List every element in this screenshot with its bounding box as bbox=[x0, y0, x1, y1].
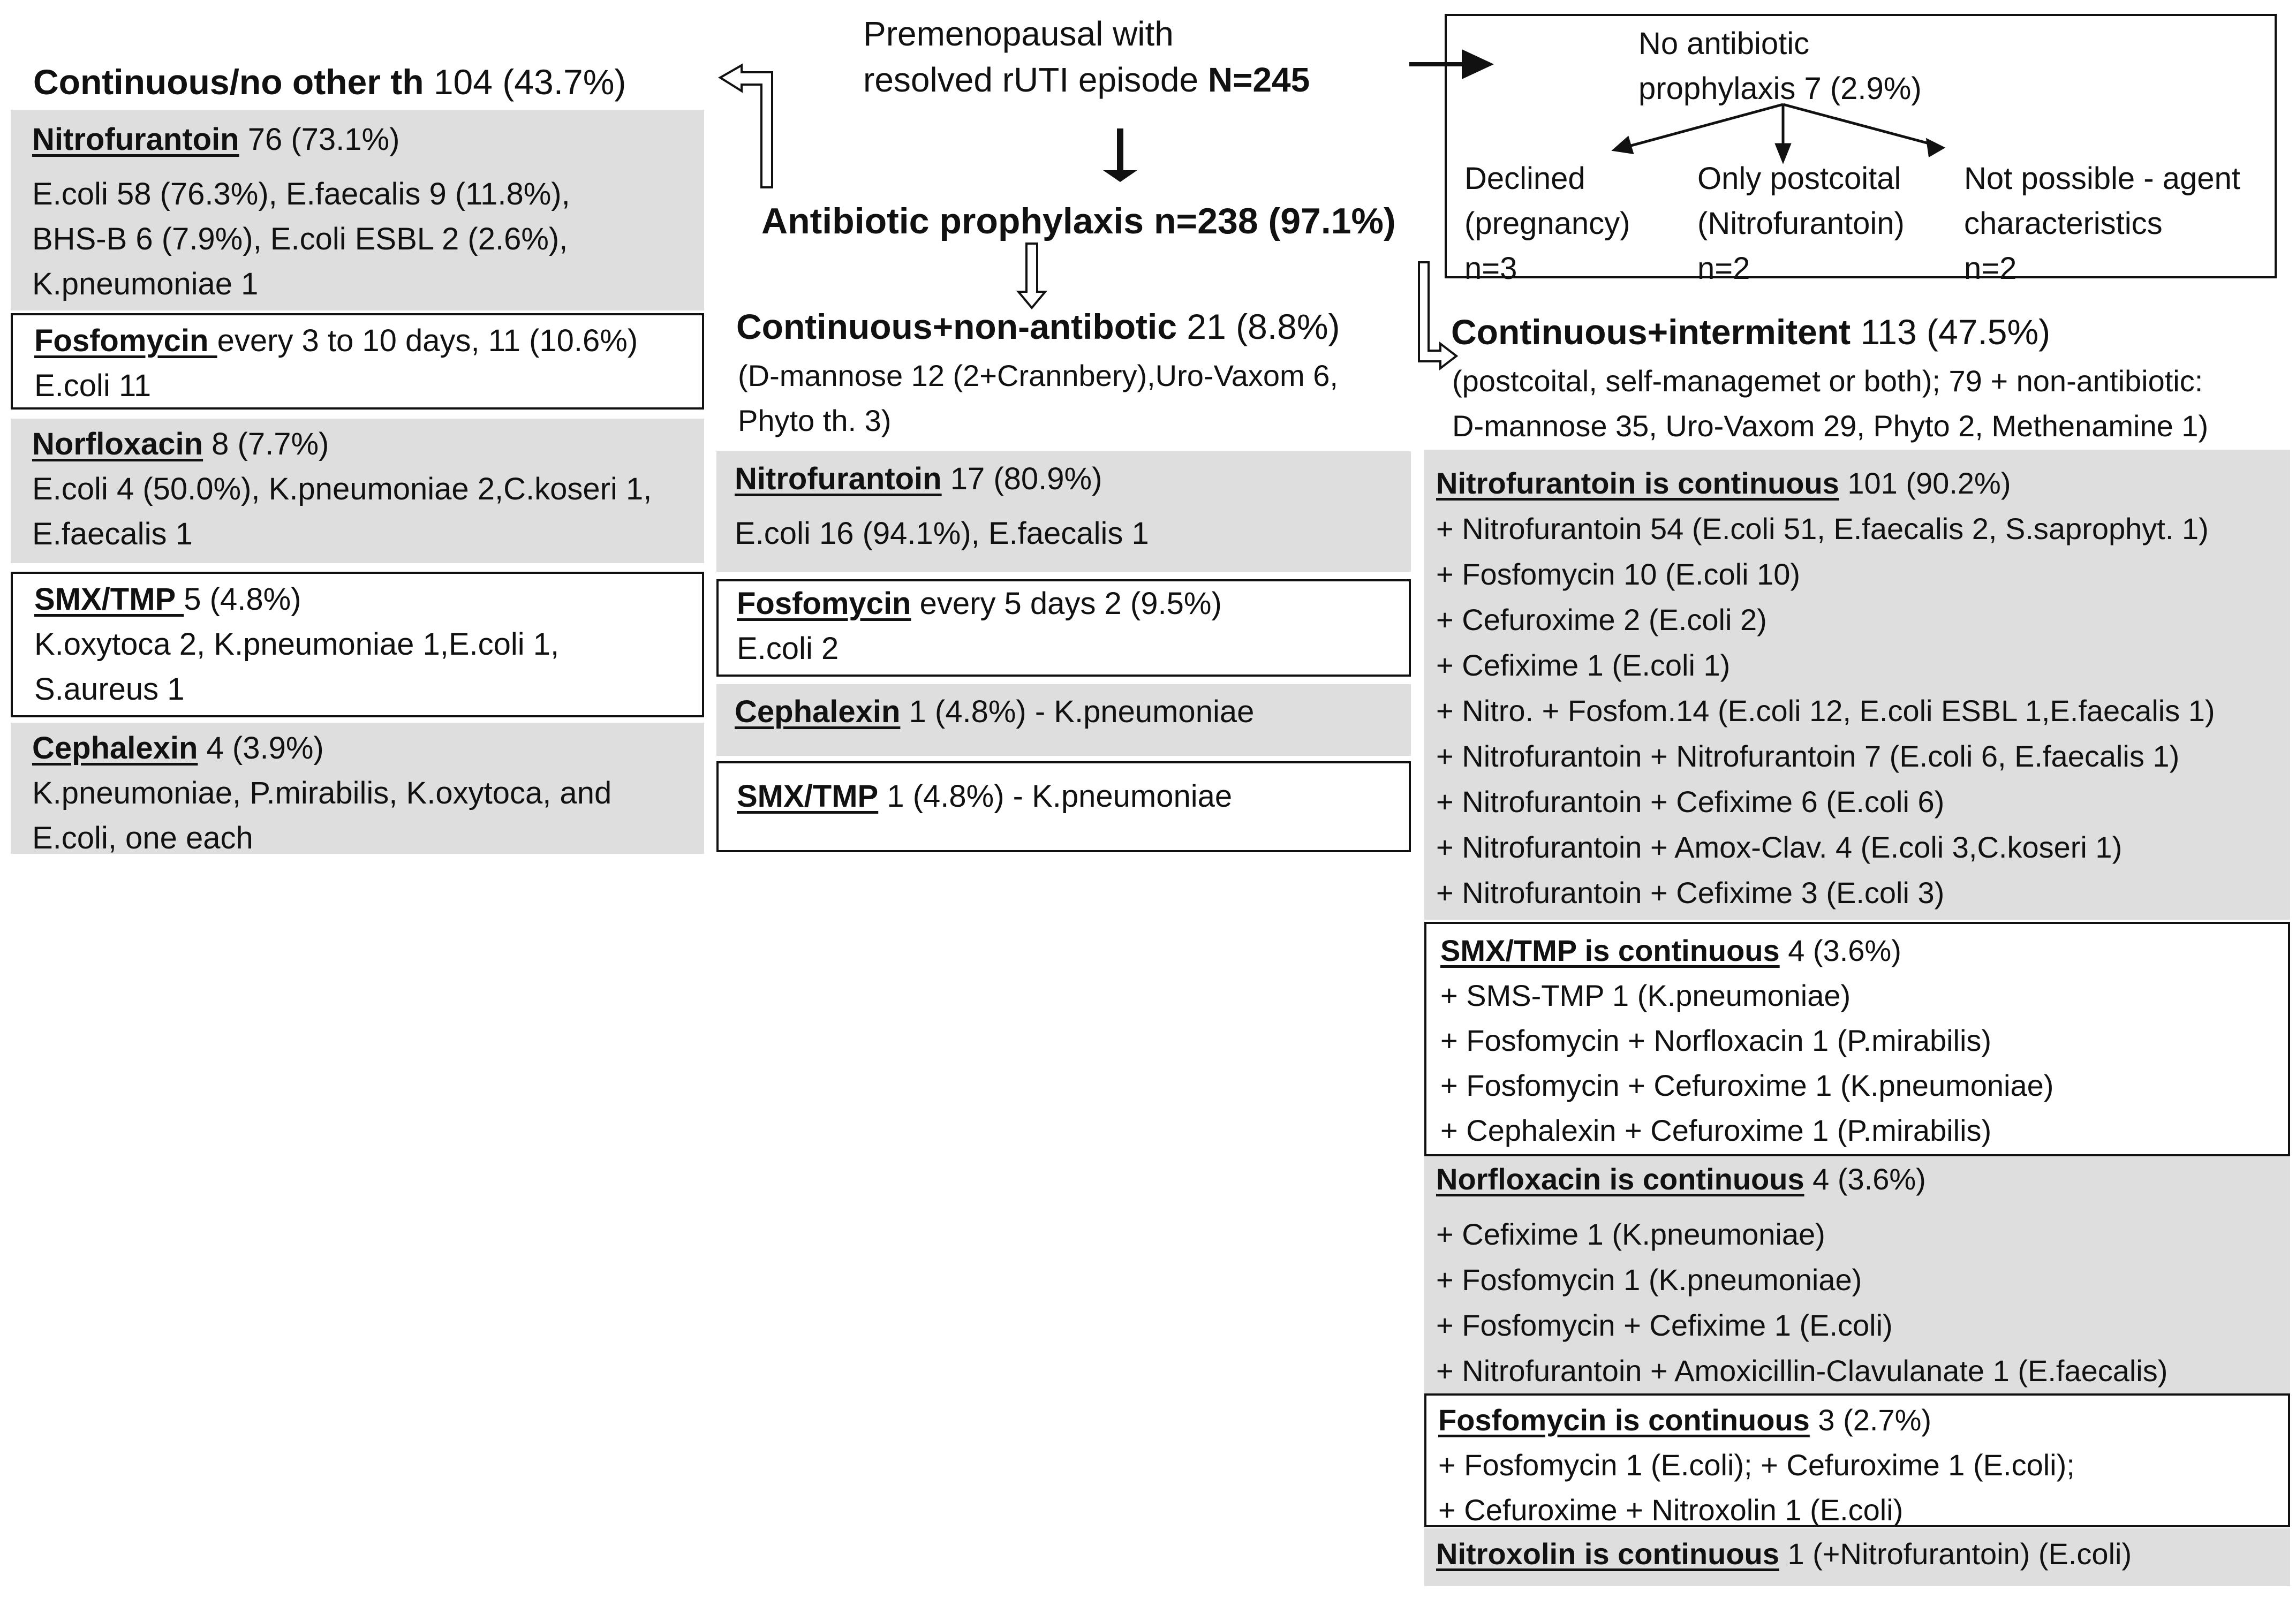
right-group-smx-tmp-continuous: SMX/TMP is continuous 4 (3.6%) + SMS-TMP 1 (K.pneumoniae) + Fosfomycin + Norfloxacin 1 (P.mirabilis) + Fosfomycin + Cefuroxime 1 (K.pneumoniae) + Cephalexin + Cefuroxime 1 (P.mirabilis) bbox=[1424, 922, 2290, 1156]
left-group-norfloxacin: Norfloxacin 8 (7.7%) E.coli 4 (50.0%), K.pneumoniae 2,C.koseri 1, E.faecalis 1 bbox=[11, 419, 704, 563]
middle-group-smx-tmp: SMX/TMP 1 (4.8%) - K.pneumoniae bbox=[716, 761, 1411, 852]
arrow-down-hollow-icon bbox=[1018, 244, 1045, 308]
middle-column-title: Continuous+non-antibotic 21 (8.8%) bbox=[736, 307, 1340, 346]
branch-not-possible: Not possible - agent characteristics n=2 bbox=[1964, 161, 2240, 286]
root-line1: Premenopausal with bbox=[863, 14, 1174, 53]
arrow-left-hollow-icon bbox=[720, 65, 772, 187]
right-group-nitroxolin-continuous: Nitroxolin is continuous 1 (+Nitrofurantoin) (E.coli) bbox=[1424, 1528, 2290, 1586]
right-column-subtitle: (postcoital, self-managemet or both); 79 + non-antibiotic: D-mannose 35, Uro-Vaxom 29, Phyto 2, Methenamine 1) bbox=[1452, 364, 2209, 443]
right-column-title: Continuous+intermitent 113 (47.5%) bbox=[1451, 312, 2051, 352]
no-prophylaxis-title: No antibiotic prophylaxis 7 (2.9%) bbox=[1638, 26, 1922, 106]
middle-group-fosfomycin: Fosfomycin every 5 days 2 (9.5%) E.coli 2 bbox=[716, 579, 1411, 677]
arrow-right-solid-icon bbox=[1409, 49, 1494, 79]
root-line2: resolved rUTI episode N=245 bbox=[863, 60, 1310, 99]
left-column-title: Continuous/no other th 104 (43.7%) bbox=[33, 62, 626, 102]
prophylaxis-node: Antibiotic prophylaxis n=238 (97.1%) bbox=[761, 201, 1396, 241]
right-group-nitrofurantoin-continuous: Nitrofurantoin is continuous 101 (90.2%) + Nitrofurantoin 54 (E.coli 51, E.faecalis 2, S.saprophyt. 1) + Fosfomycin 10 (E.coli 10) + Cefuroxime 2 (E.coli 2) + Cefixime 1 (E.coli 1) + Nitro. + Fosfom.14 (E.coli 12, E.coli ESBL 1,E.faecalis 1) + Nitrofurantoin + Nitrofurantoin 7 (E.coli 6, E.faecalis 1) + Nitrofurantoin + Cefixime 6 (E.coli 6) + Nitrofurantoin + Amox-Clav. 4 (E.coli 3,C.koseri 1) + Nitrofurantoin + Cefixime 3 (E.coli 3) bbox=[1424, 450, 2290, 920]
branch-arrows-icon bbox=[1614, 104, 1943, 161]
left-group-smx-tmp: SMX/TMP 5 (4.8%) K.oxytoca 2, K.pneumoniae 1,E.coli 1, S.aureus 1 bbox=[11, 572, 704, 717]
left-group-nitrofurantoin: Nitrofurantoin 76 (73.1%) E.coli 58 (76.3%), E.faecalis 9 (11.8%), BHS-B 6 (7.9%), E.coli ESBL 2 (2.6%), K.pneumoniae 1 bbox=[11, 110, 704, 310]
right-group-norfloxacin-continuous: Norfloxacin is continuous 4 (3.6%) + Cefixime 1 (K.pneumoniae) + Fosfomycin 1 (K.pneumoniae) + Fosfomycin + Cefixime 1 (E.coli) + Nitrofurantoin + Amoxicillin-Clavulanate 1 (E.faecalis) bbox=[1424, 1156, 2290, 1395]
left-group-cephalexin: Cephalexin 4 (3.9%) K.pneumoniae, P.mirabilis, K.oxytoca, and E.coli, one each bbox=[11, 723, 704, 854]
root-node bbox=[863, 11, 1310, 103]
left-group-fosfomycin: Fosfomycin every 3 to 10 days, 11 (10.6%) E.coli 11 bbox=[11, 313, 704, 410]
middle-group-cephalexin: Cephalexin 1 (4.8%) - K.pneumoniae bbox=[716, 684, 1411, 756]
arrow-down-solid-icon bbox=[1103, 128, 1137, 182]
middle-column-subtitle: (D-mannose 12 (2+Crannbery),Uro-Vaxom 6, Phyto th. 3) bbox=[738, 359, 1338, 437]
right-group-fosfomycin-continuous: Fosfomycin is continuous 3 (2.7%) + Fosfomycin 1 (E.coli); + Cefuroxime 1 (E.coli); + Cefuroxime + Nitroxolin 1 (E.coli) bbox=[1424, 1393, 2290, 1527]
branch-declined: Declined (pregnancy) n=3 bbox=[1464, 161, 1630, 286]
middle-group-nitrofurantoin: Nitrofurantoin 17 (80.9%) E.coli 16 (94.1%), E.faecalis 1 bbox=[716, 451, 1411, 572]
root-n: N=245 bbox=[1207, 60, 1310, 99]
branch-postcoital: Only postcoital (Nitrofurantoin) n=2 bbox=[1697, 161, 1905, 286]
